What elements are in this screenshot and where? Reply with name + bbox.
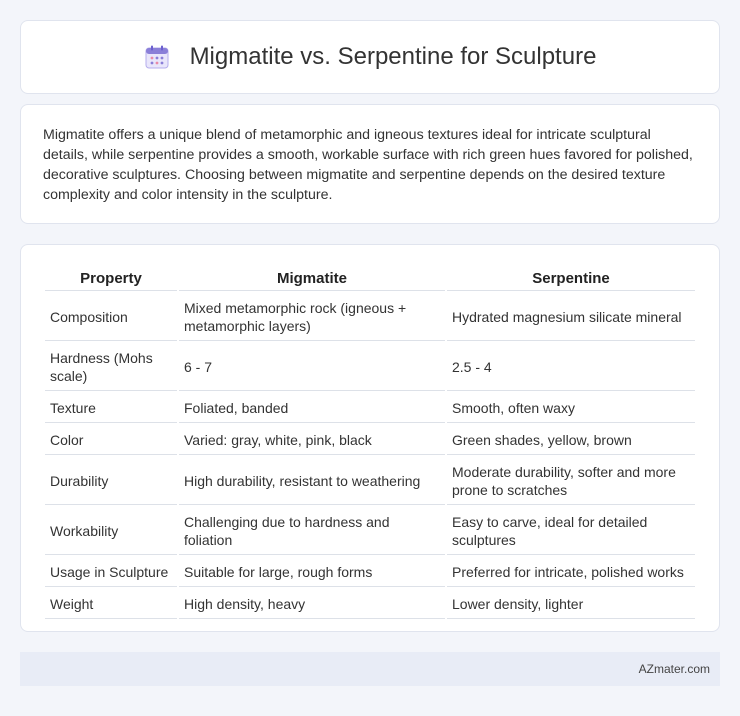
table-header-row bbox=[45, 267, 695, 291]
page-title: Migmatite vs. Serpentine for Sculpture bbox=[189, 43, 597, 70]
table-row bbox=[45, 343, 695, 391]
comparison-table bbox=[43, 265, 697, 621]
header-migmatite: Migmatite bbox=[179, 267, 445, 291]
table-row bbox=[45, 293, 695, 341]
row-migmatite: Foliated, banded bbox=[179, 393, 445, 423]
row-serpentine: 2.5 - 4 bbox=[447, 343, 695, 391]
row-migmatite: 6 - 7 bbox=[179, 343, 445, 391]
row-migmatite: High density, heavy bbox=[179, 589, 445, 619]
calendar-icon bbox=[144, 44, 170, 70]
comparison-card bbox=[20, 244, 720, 632]
row-migmatite: High durability, resistant to weathering bbox=[179, 457, 445, 505]
row-property: Color bbox=[45, 425, 177, 455]
table-row bbox=[45, 393, 695, 423]
row-serpentine: Preferred for intricate, polished works bbox=[447, 557, 695, 587]
footer bbox=[20, 652, 720, 686]
row-property: Composition bbox=[45, 293, 177, 341]
table-row bbox=[45, 589, 695, 619]
row-property: Durability bbox=[45, 457, 177, 505]
table-row bbox=[45, 557, 695, 587]
row-property: Hardness (Mohs scale) bbox=[45, 343, 177, 391]
row-serpentine: Lower density, lighter bbox=[447, 589, 695, 619]
row-property: Workability bbox=[45, 507, 177, 555]
title-card bbox=[20, 20, 720, 94]
intro-card bbox=[20, 104, 720, 224]
row-property: Usage in Sculpture bbox=[45, 557, 177, 587]
row-serpentine: Smooth, often waxy bbox=[447, 393, 695, 423]
header-serpentine: Serpentine bbox=[447, 267, 695, 291]
header-property: Property bbox=[45, 267, 177, 291]
row-serpentine: Hydrated magnesium silicate mineral bbox=[447, 293, 695, 341]
intro-text: Migmatite offers a unique blend of metamorphic and igneous textures ideal for intricate sculptural details, while serpentine provides a smooth, workable surface with rich green hues favored for polished, decorative sculptures. Choosing between migmatite and serpentine depends on the desired texture complexity and color intensity in the sculpture. bbox=[43, 127, 693, 203]
row-migmatite: Challenging due to hardness and foliation bbox=[179, 507, 445, 555]
row-migmatite: Mixed metamorphic rock (igneous + metamorphic layers) bbox=[179, 293, 445, 341]
table-row bbox=[45, 425, 695, 455]
row-property: Texture bbox=[45, 393, 177, 423]
table-row bbox=[45, 507, 695, 555]
row-migmatite: Varied: gray, white, pink, black bbox=[179, 425, 445, 455]
row-serpentine: Green shades, yellow, brown bbox=[447, 425, 695, 455]
row-serpentine: Moderate durability, softer and more prone to scratches bbox=[447, 457, 695, 505]
table-row bbox=[45, 457, 695, 505]
row-serpentine: Easy to carve, ideal for detailed sculptures bbox=[447, 507, 695, 555]
row-property: Weight bbox=[45, 589, 177, 619]
row-migmatite: Suitable for large, rough forms bbox=[179, 557, 445, 587]
footer-brand: AZmater.com bbox=[638, 662, 710, 676]
